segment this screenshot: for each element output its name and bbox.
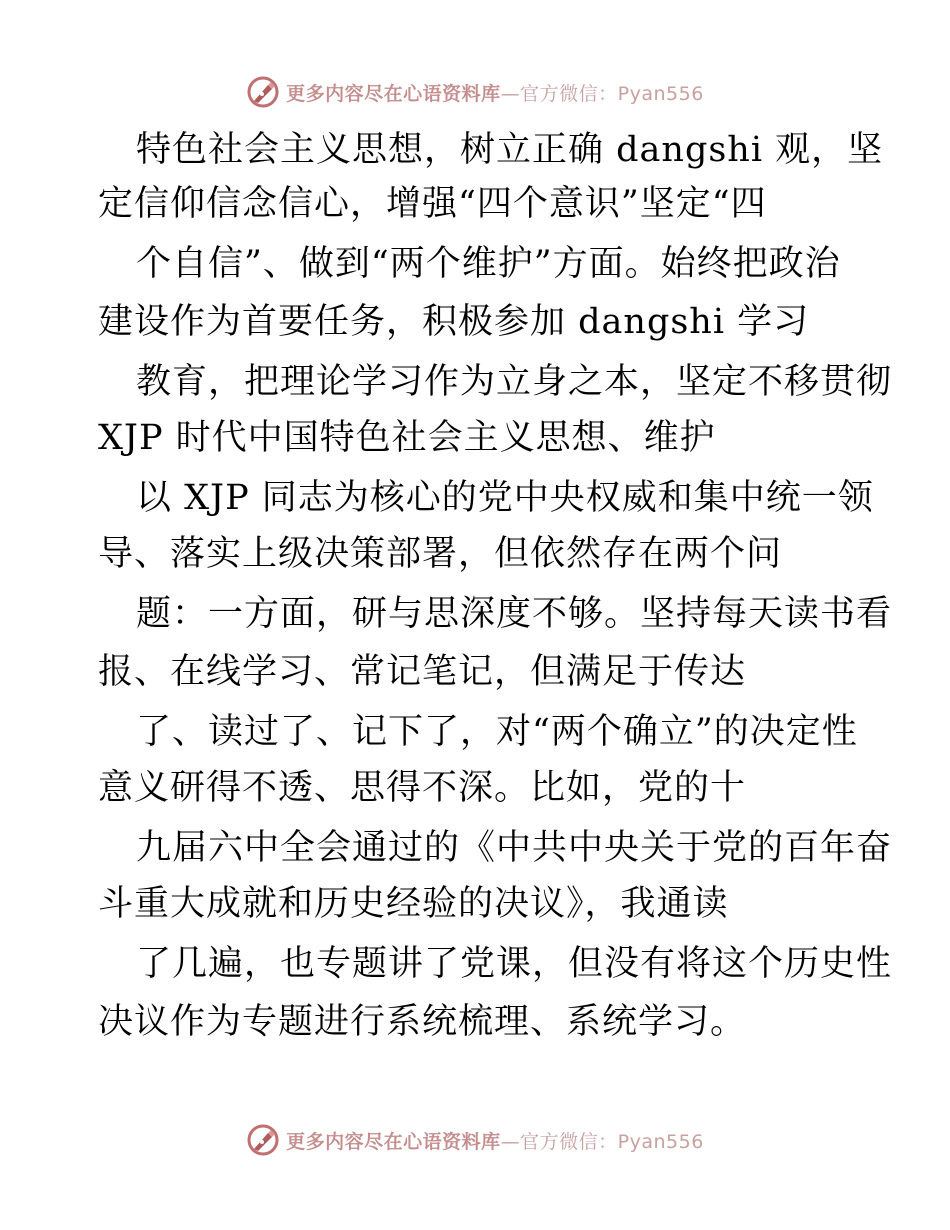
footer-banner-text: 更多内容尽在心语资料库—官方微信：Pyan556: [286, 1130, 704, 1153]
body-line: 决议作为专题进行系统梳理、系统学习。: [98, 1002, 747, 1042]
header-banner-text: 更多内容尽在心语资料库—官方微信：Pyan556: [286, 82, 704, 105]
body-line: 建设作为首要任务，积极参加 dangshi 学习: [98, 302, 810, 342]
body-line: 定信仰信念信心，增强“四个意识”坚定“四: [98, 184, 767, 224]
body-line: 题：一方面，研与思深度不够。坚持每天读书看: [136, 594, 893, 634]
body-line: 意义研得不透、思得不深。比如，党的十: [98, 768, 747, 808]
body-line: 了、读过了、记下了，对“两个确立”的决定性: [136, 712, 858, 752]
body-line: 以 XJP 同志为核心的党中央权威和集中统一领: [136, 478, 874, 518]
body-line: 个自信”、做到“两个维护”方面。始终把政治: [136, 244, 841, 284]
header-banner: [0, 72, 950, 112]
body-line: 教育，把理论学习作为立身之本，坚定不移贯彻: [136, 362, 893, 402]
body-line: XJP 时代中国特色社会主义思想、维护: [98, 418, 716, 458]
body-line: 导、落实上级决策部署，但依然存在两个问: [98, 534, 783, 574]
body-line: 斗重大成就和历史经验的决议》，我通读: [98, 884, 729, 924]
body-line: 九届六中全会通过的《中共中央关于党的百年奋: [136, 828, 893, 868]
body-line: 报、在线学习、常记笔记，但满足于传达: [98, 652, 747, 692]
body-line: 了几遍，也专题讲了党课，但没有将这个历史性: [136, 944, 893, 984]
body-line: 特色社会主义思想，树立正确 dangshi 观，坚: [136, 130, 884, 170]
pen-logo-icon: [246, 1123, 280, 1157]
pen-logo-icon: [246, 75, 280, 109]
footer-banner: [0, 1120, 950, 1160]
